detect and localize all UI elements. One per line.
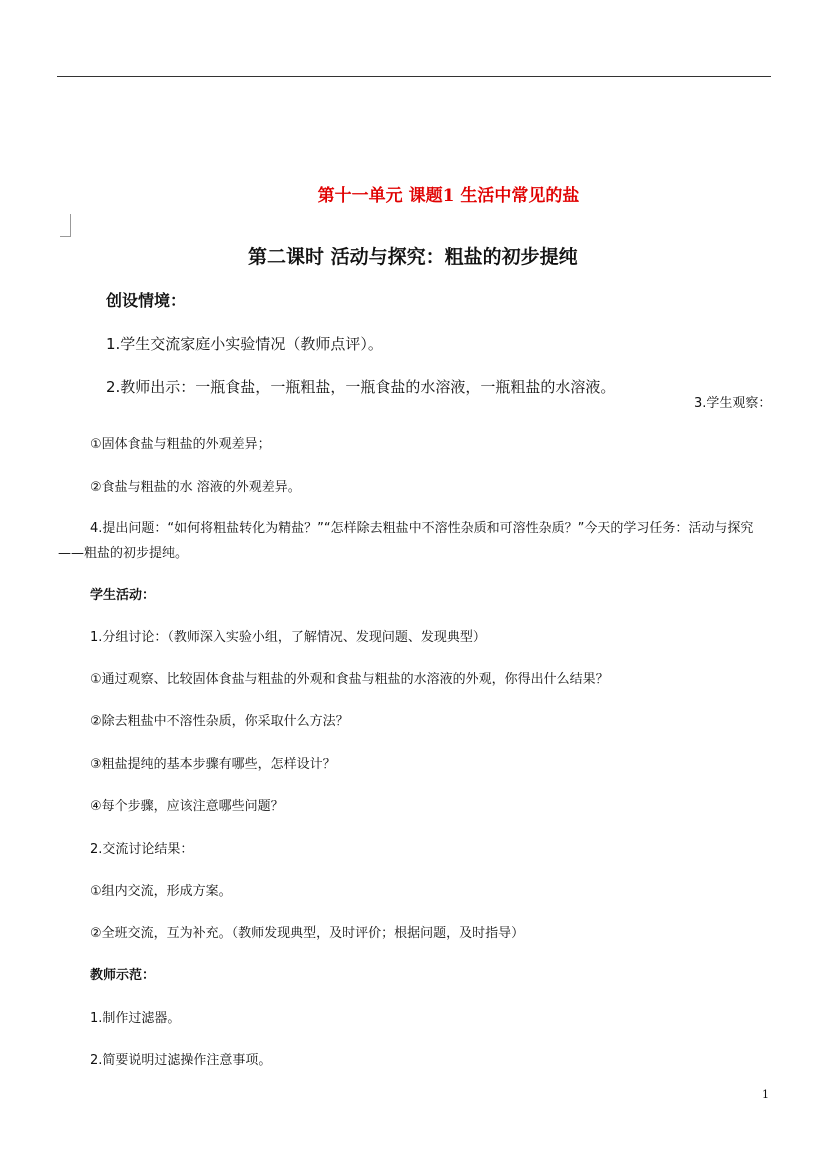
section-heading-student: 学生活动： (90, 588, 156, 603)
create-item-4: 4.提出问题：“如何将粗盐转化为精盐？”“怎样除去粗盐中不溶性杂质和可溶性杂质？”今天的学习任务：活动与探究——粗盐的初步提纯。 (58, 521, 754, 561)
question-1: ①通过观察、比较固体食盐与粗盐的外观和食盐与粗盐的水溶液的外观，你得出什么结果？ (90, 672, 609, 687)
question-3: ③粗盐提纯的基本步骤有哪些，怎样设计？ (90, 757, 336, 772)
lesson-title: 第十一单元 课题1 生活中常见的盐 (317, 186, 580, 206)
create-item-1: 1.学生交流家庭小实验情况（教师点评）。 (106, 335, 383, 353)
create-item-2: 2.教师出示：一瓶食盐，一瓶粗盐，一瓶食盐的水溶液，一瓶粗盐的水溶液。 (106, 378, 616, 396)
lesson-subtitle: 第二课时 活动与探究：粗盐的初步提纯 (248, 246, 578, 268)
student-item-1: 1.分组讨论：（教师深入实验小组，了解情况、发现问题、发现典型） (90, 630, 486, 645)
observation-1: ①固体食盐与粗盐的外观差异； (90, 437, 271, 452)
student-item-2: 2.交流讨论结果： (90, 842, 194, 857)
question-4: ④每个步骤，应该注意哪些问题？ (90, 799, 284, 814)
page-number: 1 (762, 1088, 769, 1101)
question-2: ②除去粗盐中不溶性杂质，你采取什么方法？ (90, 714, 349, 729)
teacher-item-2: 2.简要说明过滤操作注意事项。 (90, 1053, 272, 1068)
observation-2: ②食盐与粗盐的水 溶液的外观差异。 (90, 480, 301, 495)
teacher-item-1: 1.制作过滤器。 (90, 1011, 181, 1026)
section-heading-create: 创设情境： (106, 291, 187, 310)
margin-corner-mark (60, 214, 71, 237)
create-item-3: 3.学生观察： (694, 396, 772, 411)
result-2: ②全班交流，互为补充。（教师发现典型，及时评价；根据问题，及时指导） (90, 926, 525, 941)
section-heading-teacher: 教师示范： (90, 968, 156, 983)
header-rule (57, 76, 771, 77)
result-1: ①组内交流，形成方案。 (90, 884, 232, 899)
